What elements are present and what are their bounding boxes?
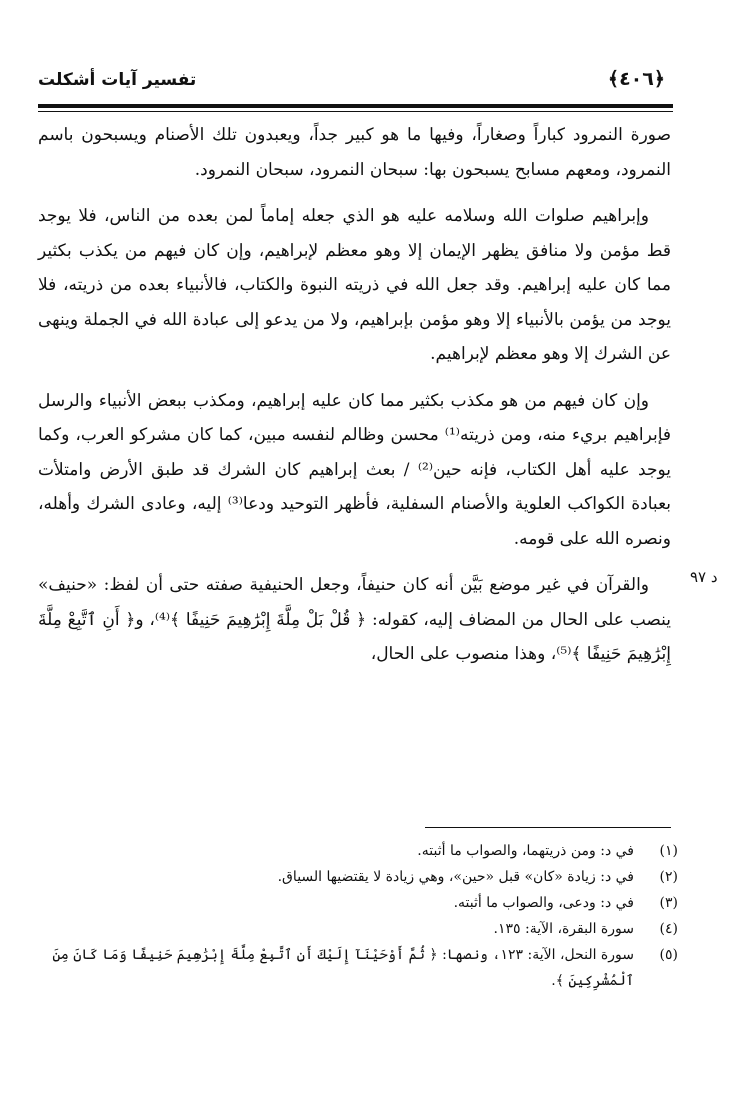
- manuscript-margin-note: د ٩٧: [690, 568, 718, 586]
- paragraph: والقرآن في غير موضع بَيَّن أنه كان حنيفاً، وجعل الحنيفية صفته حتى أن لفظ: «حنيف» ينصب على الحال من المضاف إليه، كقوله: ﴿ قُلْ بَلْ مِلَّةَ إِبْرَٰهِيمَ حَنِيفًا ﴾⁽⁴⁾، و﴿ أَنِ ٱتَّبِعْ مِلَّةَ إِبْرَٰهِيمَ حَنِيفًا ﴾⁽⁵⁾، وهذا منصوب على الحال،: [38, 575, 671, 664]
- main-text: [38, 118, 671, 684]
- footnote-number: (٣): [659, 895, 678, 911]
- footnotes: [38, 838, 678, 994]
- header-rule-thick: [38, 104, 673, 108]
- footnote: [38, 916, 678, 942]
- footnote: [38, 864, 678, 890]
- footnote: [38, 890, 678, 916]
- paragraph: وإبراهيم صلوات الله وسلامه عليه هو الذي جعله إماماً لمن بعده من الناس، فلا يوجد قط مؤمن ولا منافق يظهر الإيمان إلا وهو معظم لإبراهيم، وإن كان فيهم من يكذب بكثير مما كان عليه إبراهيم. وقد جعل الله في ذريته النبوة والكتاب، فالأنبياء بعده من ذريته، فلا يوجد من يؤمن بالأنبياء إلا وهو مؤمن بإبراهيم، ولا من يدعو إلى عبادة الله في الجملة وينهى عن الشرك إلا وهو معظم لإبراهيم.: [38, 206, 671, 364]
- footnote-text: في د: ومن ذريتهما، والصواب ما أثبته.: [417, 843, 634, 859]
- footnote-text: في د: ودعى، والصواب ما أثبته.: [453, 895, 634, 911]
- footnote-text: سورة النحل، الآية: ١٢٣، ونصها: ﴿ ثُمَّ أَوْحَيْنَآ إِلَيْكَ أَنِ ٱتَّبِعْ مِلَّةَ إِبْرَٰهِيمَ حَنِيفًا وَمَا كَانَ مِنَ ٱلْمُشْرِكِينَ ﴾.: [52, 947, 634, 989]
- footnote-number: (١): [659, 843, 678, 859]
- paragraph: وإن كان فيهم من هو مكذب بكثير مما كان عليه إبراهيم، ومكذب ببعض الأنبياء والرسل فإبراهيم بريء منه، ومن ذريته⁽¹⁾ محسن وظالم لنفسه مبين، كما كان مشركو العرب، وكما يوجد عليه أهل الكتاب، فإنه حين⁽²⁾ / بعث إبراهيم كان الشرك قد طبق الأرض وامتلأت بعبادة الكواكب العلوية والأصنام السفلية، فأظهر التوحيد ودعا⁽³⁾ إليه، وعادى الشرك وأهله، ونصره الله على قومه.: [38, 390, 672, 549]
- page-header: [38, 68, 673, 108]
- footnote-text: في د: زيادة «كان» قبل «حين»، وهي زيادة لا يقتضيها السياق.: [277, 869, 634, 885]
- paragraph: صورة النمرود كباراً وصغاراً، وفيها ما هو كبير جداً، ويعبدون تلك الأصنام ويسبحون باسم النمرود، ومعهم مسابح يسبحون بها: سبحان النمرود، سبحان النمرود.: [38, 125, 671, 180]
- footnote-number: (٤): [659, 921, 678, 937]
- footnote-separator: [425, 827, 671, 828]
- book-title: تفسير آيات أشكلت: [38, 70, 197, 90]
- footnote: [38, 838, 678, 864]
- header-rule-thin: [38, 111, 673, 112]
- page-number: ﴿٤٠٦﴾: [607, 68, 665, 90]
- footnote: [38, 942, 678, 994]
- footnote-text: سورة البقرة، الآية: ١٣٥.: [493, 921, 634, 937]
- footnote-number: (٥): [659, 947, 678, 963]
- footnote-number: (٢): [659, 869, 678, 885]
